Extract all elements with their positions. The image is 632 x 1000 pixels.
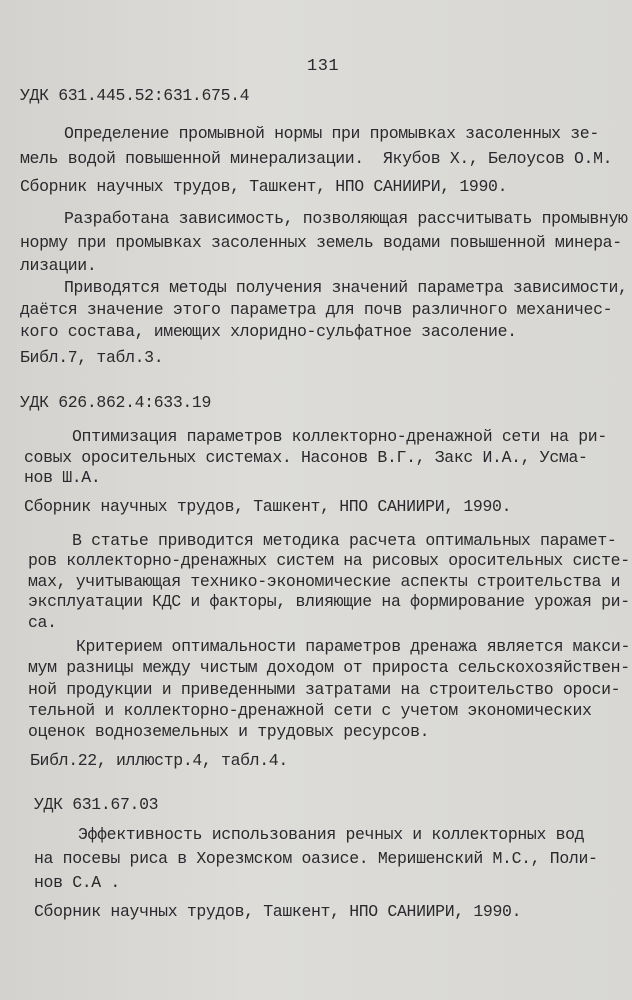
text-line: В статье приводится методика расчета оптимальных парамет- bbox=[72, 531, 617, 550]
title-line: мель водой повышенной минерализации. Якубов Х., Белоусов О.М. bbox=[20, 149, 613, 168]
udc-code: УДК 626.862.4:633.19 bbox=[20, 393, 212, 412]
title-line: нов С.А . bbox=[34, 873, 120, 892]
text-line: Разработана зависимость, позволяющая рассчитывать промывную bbox=[64, 209, 628, 228]
text-line: ной продукции и приведенными затратами на строительство ороси- bbox=[28, 680, 621, 699]
text-line: кого состава, имеющих хлоридно-сульфатное засоление. bbox=[20, 322, 517, 341]
title-line: Определение промывной нормы при промывках засоленных зе- bbox=[64, 124, 599, 143]
title-line: Оптимизация параметров коллекторно-дренажной сети на ри- bbox=[72, 427, 607, 446]
text-line: ров коллекторно-дренажных систем на рисовых оросительных систе- bbox=[28, 551, 630, 570]
source-line: Сборник научных трудов, Ташкент, НПО САНИИРИ, 1990. bbox=[24, 497, 512, 516]
title-line: на посевы риса в Хорезмском оазисе. Меришенский М.С., Поли- bbox=[34, 849, 598, 868]
text-line: мах, учитывающая технико-экономические аспекты строительства и bbox=[28, 572, 621, 591]
text-line: эксплуатации КДС и факторы, влияющие на формирование урожая ри- bbox=[28, 592, 630, 611]
text-line: Критерием оптимальности параметров дренажа является макси- bbox=[76, 637, 630, 656]
biblio-line: Библ.7, табл.3. bbox=[20, 348, 164, 367]
title-line: нов Ш.А. bbox=[24, 468, 101, 487]
biblio-line: Библ.22, иллюстр.4, табл.4. bbox=[30, 751, 288, 770]
page-number: 131 bbox=[307, 57, 340, 76]
text-line: мум разницы между чистым доходом от прироста сельскохозяйствен- bbox=[28, 658, 630, 677]
text-line: са. bbox=[28, 613, 57, 632]
source-line: Сборник научных трудов, Ташкент, НПО САНИИРИ, 1990. bbox=[20, 177, 508, 196]
text-line: Приводятся методы получения значений параметра зависимости, bbox=[64, 278, 628, 297]
text-line: тельной и коллекторно-дренажной сети с учетом экономических bbox=[28, 701, 592, 720]
source-line: Сборник научных трудов, Ташкент, НПО САНИИРИ, 1990. bbox=[34, 902, 522, 921]
text-line: оценок водноземельных и трудовых ресурсов. bbox=[28, 722, 430, 741]
text-line: лизации. bbox=[20, 256, 97, 275]
title-line: совых оросительных системах. Насонов В.Г., Закс И.А., Усма- bbox=[24, 448, 588, 467]
title-line: Эффективность использования речных и коллекторных вод bbox=[78, 825, 585, 844]
text-line: даётся значение этого параметра для почв различного механичес- bbox=[20, 300, 613, 319]
udc-code: УДК 631.67.03 bbox=[34, 795, 159, 814]
udc-code: УДК 631.445.52:631.675.4 bbox=[20, 86, 250, 105]
text-line: норму при промывках засоленных земель водами повышенной минера- bbox=[20, 233, 622, 252]
